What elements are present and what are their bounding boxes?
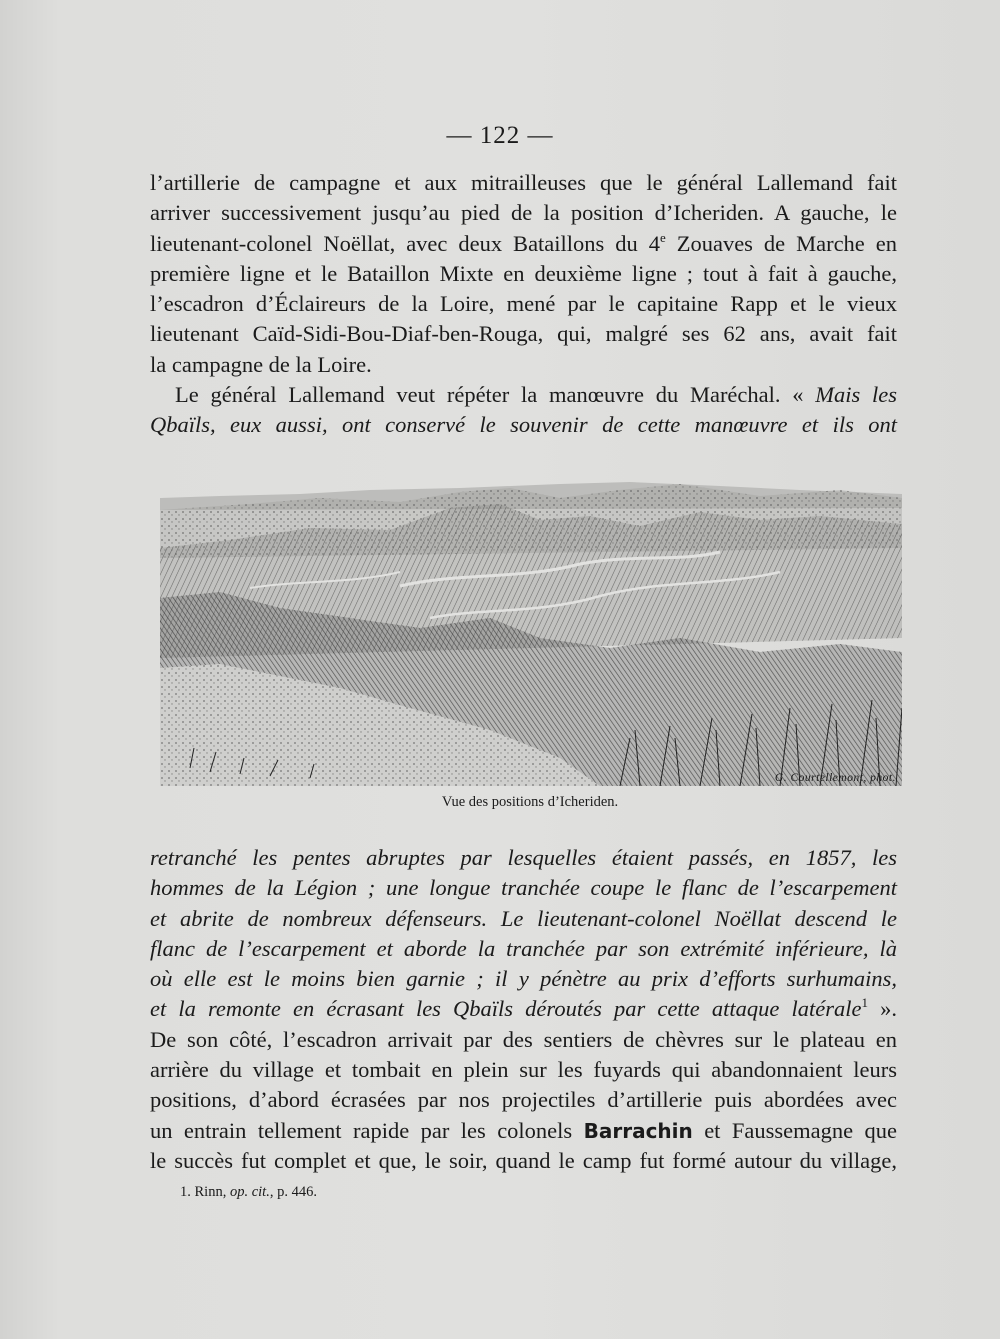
text-line: première ligne et le Bataillon Mixte en deuxième ligne ; tout à fait à gauche, <box>150 260 897 286</box>
text-line: flanc de l’escarpement et aborde la tranchée par son extrémité inférieure, là <box>150 935 897 961</box>
text-line: et la remonte en écrasant les Qbaïls déroutés par cette attaque latérale$^1$ ». <box>150 995 898 1022</box>
landscape-engraving <box>160 468 902 786</box>
photo-credit: G. Courtellemont, phot. <box>774 772 896 784</box>
text-line: retranché les pentes abruptes par lesquelles étaient passés, en 1857, les <box>150 845 897 870</box>
paragraph-bottom <box>150 843 897 1176</box>
text-line: un entrain tellement rapide par les colonels Barrachin et Faussemagne que <box>150 1117 897 1143</box>
figure-caption: Vue des positions d’Icheriden. <box>441 794 619 810</box>
text-line: le succès fut complet et que, le soir, quand le camp fut formé autour du village, <box>150 1147 897 1173</box>
text-line: Qbaïls, eux aussi, ont conservé le souvenir de cette manœuvre et ils ont <box>150 412 897 438</box>
paragraph-top <box>150 168 897 441</box>
footnote: 1. Rinn, op. cit., p. 446. <box>180 1184 317 1200</box>
superscript: e <box>659 229 666 245</box>
name-barrachin: Barrachin <box>583 1118 693 1143</box>
text-line: arriver successivement jusqu’au pied de la position d’Icheriden. A gauche, le <box>150 200 897 226</box>
text-line: où elle est le moins bien garnie ; il y pénètre au prix d’efforts surhumains, <box>150 966 897 992</box>
engraving-illustration <box>160 468 902 786</box>
text-line: hommes de la Légion ; une longue tranchée coupe le flanc de l’escarpement <box>150 875 897 901</box>
text-line: lieutenant Caïd-Sidi-Bou-Diaf-ben-Rouga, qui, malgré ses 62 ans, avait fait <box>150 321 897 347</box>
page-number: — 122 — <box>446 122 554 149</box>
footnote-reference: 1 <box>861 995 869 1011</box>
text-line: la campagne de la Loire. <box>150 351 372 377</box>
text-line: arrière du village et tombait en plein sur les fuyards qui abandonnaient leurs <box>150 1057 897 1083</box>
text-line: positions, d’abord écrasées par nos projectiles d’artillerie puis abordées avec <box>150 1087 897 1113</box>
text-line: l’artillerie de campagne et aux mitrailleuses que le général Lallemand fait <box>150 170 897 195</box>
text-line: et abrite de nombreux défenseurs. Le lieutenant-colonel Noëllat descend le <box>150 905 897 931</box>
text-line: Le général Lallemand veut répéter la manœuvre du Maréchal. « Mais les <box>175 382 897 408</box>
text-line: l’escadron d’Éclaireurs de la Loire, mené par le capitaine Rapp et le vieux <box>150 291 897 317</box>
text-line: lieutenant-colonel Noëllat, avec deux Bataillons du 4e Zouaves de Marche en <box>150 229 897 256</box>
text-line: De son côté, l’escadron arrivait par des sentiers de chèvres sur le plateau en <box>150 1026 897 1052</box>
